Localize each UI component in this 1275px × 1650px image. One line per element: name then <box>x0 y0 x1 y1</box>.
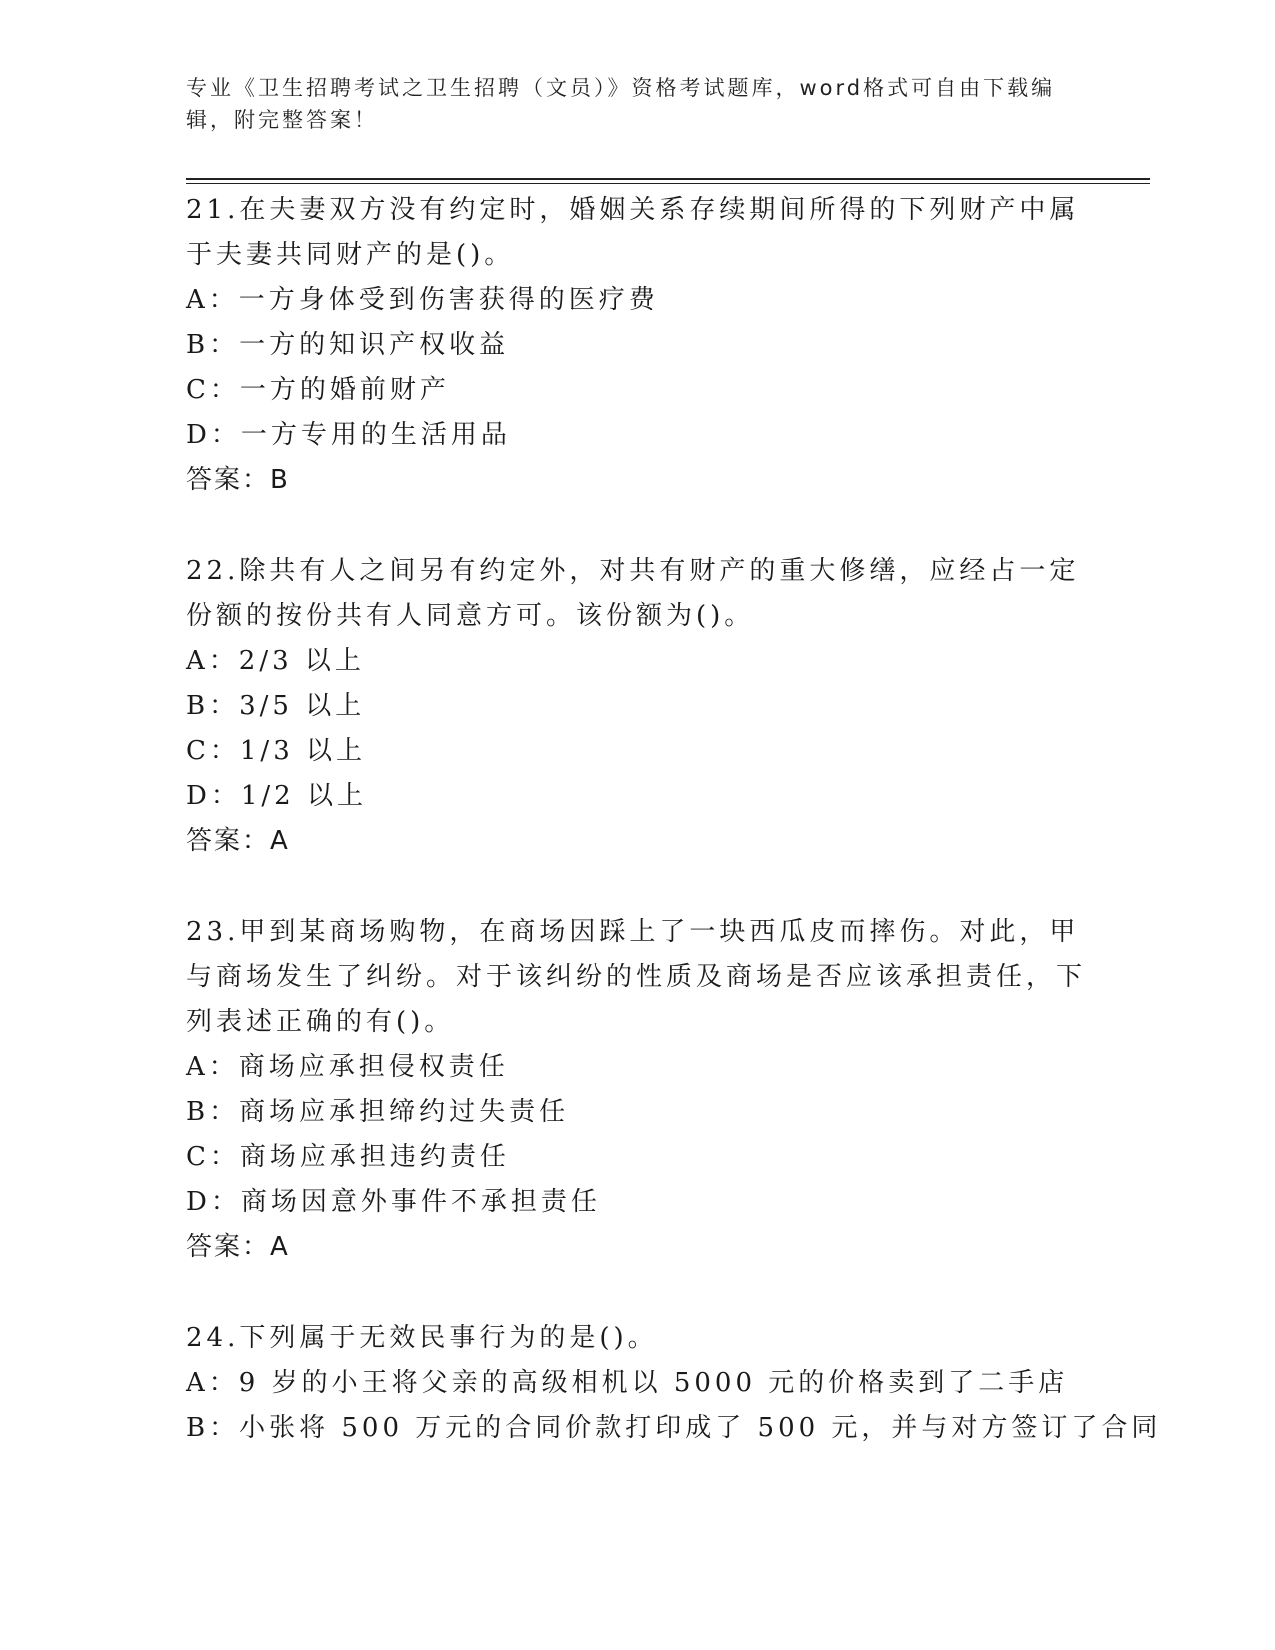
question-stem: 22.除共有人之间另有约定外，对共有财产的重大修缮，应经占一定份额的按份共有人同意方可。该份额为()。 <box>186 556 1080 631</box>
answer-label: 答案：A <box>186 1232 290 1262</box>
option-a: A：商场应承担侵权责任 <box>186 1052 509 1082</box>
option-c: C：一方的婚前财产 <box>186 375 450 405</box>
option-c: C：商场应承担违约责任 <box>186 1142 510 1172</box>
document-header: 专业《卫生招聘考试之卫生招聘（文员）》资格考试题库，word格式可自由下载编辑，附完整答案！ <box>186 76 1056 132</box>
option-a: A：2/3 以上 <box>186 646 365 676</box>
option-d: D：商场因意外事件不承担责任 <box>186 1187 601 1217</box>
option-d: D：一方专用的生活用品 <box>186 420 511 450</box>
option-a: A：9 岁的小王将父亲的高级相机以 5000 元的价格卖到了二手店 <box>186 1368 1069 1398</box>
option-a: A：一方身体受到伤害获得的医疗费 <box>186 285 659 315</box>
question-stem: 24.下列属于无效民事行为的是()。 <box>186 1323 658 1353</box>
question-23 <box>186 910 1086 1270</box>
header-divider-thin <box>186 183 1150 184</box>
answer-label: 答案：A <box>186 826 290 856</box>
question-24 <box>186 1316 1162 1451</box>
option-b: B：商场应承担缔约过失责任 <box>186 1097 570 1127</box>
answer-label: 答案：B <box>186 465 290 495</box>
option-c: C：1/3 以上 <box>186 736 367 766</box>
header-divider-thick <box>186 178 1150 180</box>
question-list <box>186 188 1162 1497</box>
option-b: B：一方的知识产权收益 <box>186 330 510 360</box>
option-d: D：1/2 以上 <box>186 781 367 811</box>
option-b: B：小张将 500 万元的合同价款打印成了 500 元，并与对方签订了合同 <box>186 1413 1162 1443</box>
question-21 <box>186 188 1086 503</box>
option-b: B：3/5 以上 <box>186 691 366 721</box>
question-stem: 21.在夫妻双方没有约定时，婚姻关系存续期间所得的下列财产中属于夫妻共同财产的是()。 <box>186 195 1080 270</box>
question-stem: 23.甲到某商场购物，在商场因踩上了一块西瓜皮而摔伤。对此，甲与商场发生了纠纷。对于该纠纷的性质及商场是否应该承担责任，下列表述正确的有()。 <box>186 917 1087 1037</box>
question-22 <box>186 549 1086 864</box>
